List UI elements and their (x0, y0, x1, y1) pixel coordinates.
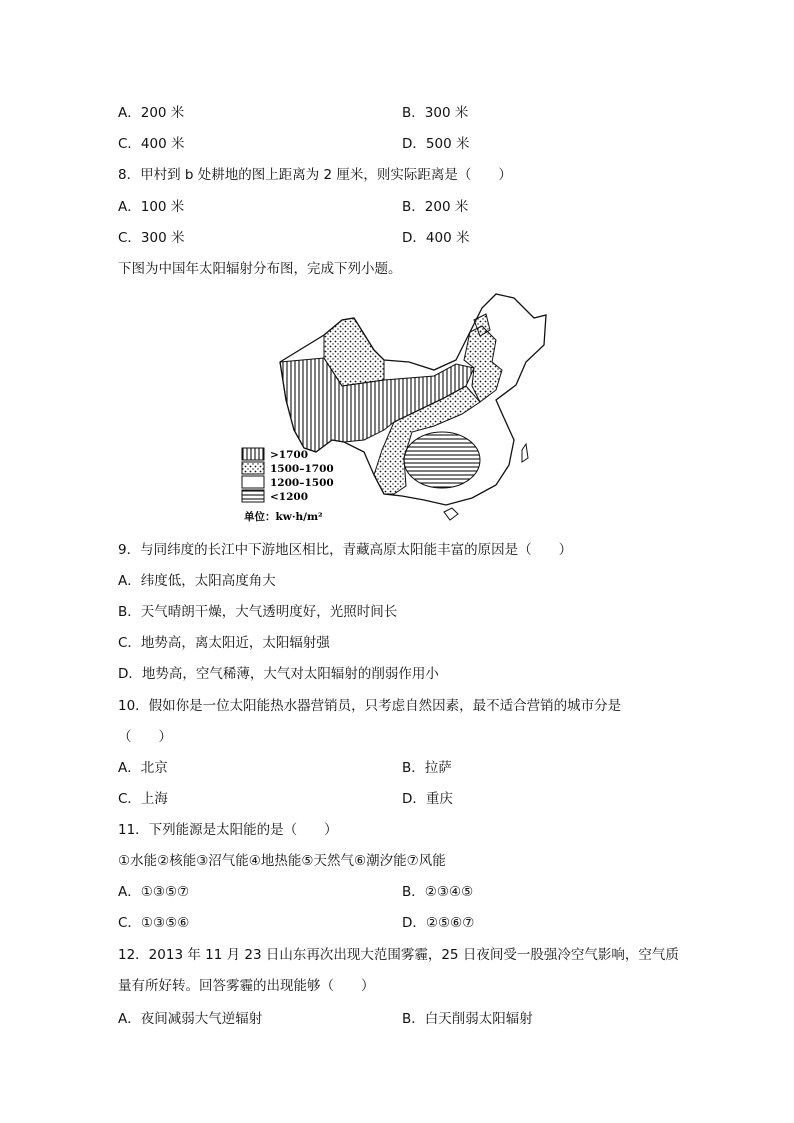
q11-option-a: A．①③⑤⑦ (118, 884, 190, 900)
legend-swatch-lt-1200 (242, 490, 264, 502)
q8-option-d: D．400 米 (402, 230, 470, 246)
q10-stem-line2: （ ） (118, 729, 172, 745)
q11-option-b: B．②③④⑤ (402, 884, 474, 900)
q11-option-c: C．①③⑤⑥ (118, 915, 190, 931)
taiwan-island (522, 444, 528, 462)
legend-unit: 单位：kw·h/m² (244, 511, 323, 523)
q10-option-c: C．上海 (118, 791, 168, 807)
q10-option-b: B．拉萨 (402, 760, 452, 776)
figure-intro: 下图为中国年太阳辐射分布图，完成下列小题。 (118, 261, 402, 277)
legend-swatch-1500-1700 (242, 462, 264, 474)
q9-option-b: B．天气晴朗干燥，大气透明度好，光照时间长 (118, 604, 398, 620)
q8-option-a: A．100 米 (118, 199, 185, 215)
q7-option-b: B．300 米 (402, 105, 469, 121)
legend-label-lt-1200: <1200 (270, 491, 309, 503)
legend-label-gt-1700: >1700 (270, 449, 309, 461)
q12-option-a: A．夜间减弱大气逆辐射 (118, 1011, 263, 1027)
q7-option-a: A．200 米 (118, 105, 185, 121)
q12-option-b: B．白天削弱太阳辐射 (402, 1011, 533, 1027)
legend-swatch-1200-1500 (242, 476, 264, 488)
q7-option-c: C．400 米 (118, 136, 185, 152)
q8-option-b: B．200 米 (402, 199, 469, 215)
hainan-island (444, 508, 458, 520)
q9-option-c: C．地势高，离太阳近，太阳辐射强 (118, 635, 330, 651)
q11-stem: 11．下列能源是太阳能的是（ ） (118, 822, 338, 838)
map-svg (234, 290, 554, 530)
q9-option-a: A．纬度低，太阳高度角大 (118, 573, 276, 589)
q10-option-a: A．北京 (118, 760, 168, 776)
q12-stem-line2: 量有所好转。回答雾霾的出现能够（ ） (118, 978, 375, 994)
q8-stem: 8．甲村到 b 处耕地的图上距离为 2 厘米，则实际距离是（ ） (118, 167, 512, 183)
q12-stem-line1: 12．2013 年 11 月 23 日山东再次出现大范围雾霾，25 日夜间受一股强冷空气影响，空气质 (118, 947, 679, 963)
region-lt-1200 (404, 432, 480, 488)
legend-swatch-gt-1700 (242, 448, 264, 460)
q9-stem: 9．与同纬度的长江中下游地区相比，青藏高原太阳能丰富的原因是（ ） (118, 542, 573, 558)
q10-stem-line1: 10．假如你是一位太阳能热水器营销员，只考虑自然因素，最不适合营销的城市分是 (118, 698, 622, 714)
solar-radiation-map (234, 290, 554, 530)
q10-option-d: D．重庆 (402, 791, 453, 807)
q9-option-d: D．地势高，空气稀薄，大气对太阳辐射的削弱作用小 (118, 666, 439, 682)
legend-label-1500-1700: 1500–1700 (270, 463, 334, 475)
q8-option-c: C．300 米 (118, 230, 185, 246)
legend-label-1200-1500: 1200–1500 (270, 477, 334, 489)
q11-list: ①水能②核能③沼气能④地热能⑤天然气⑥潮汐能⑦风能 (118, 853, 446, 869)
q11-option-d: D．②⑤⑥⑦ (402, 915, 475, 931)
q7-option-d: D．500 米 (402, 136, 470, 152)
